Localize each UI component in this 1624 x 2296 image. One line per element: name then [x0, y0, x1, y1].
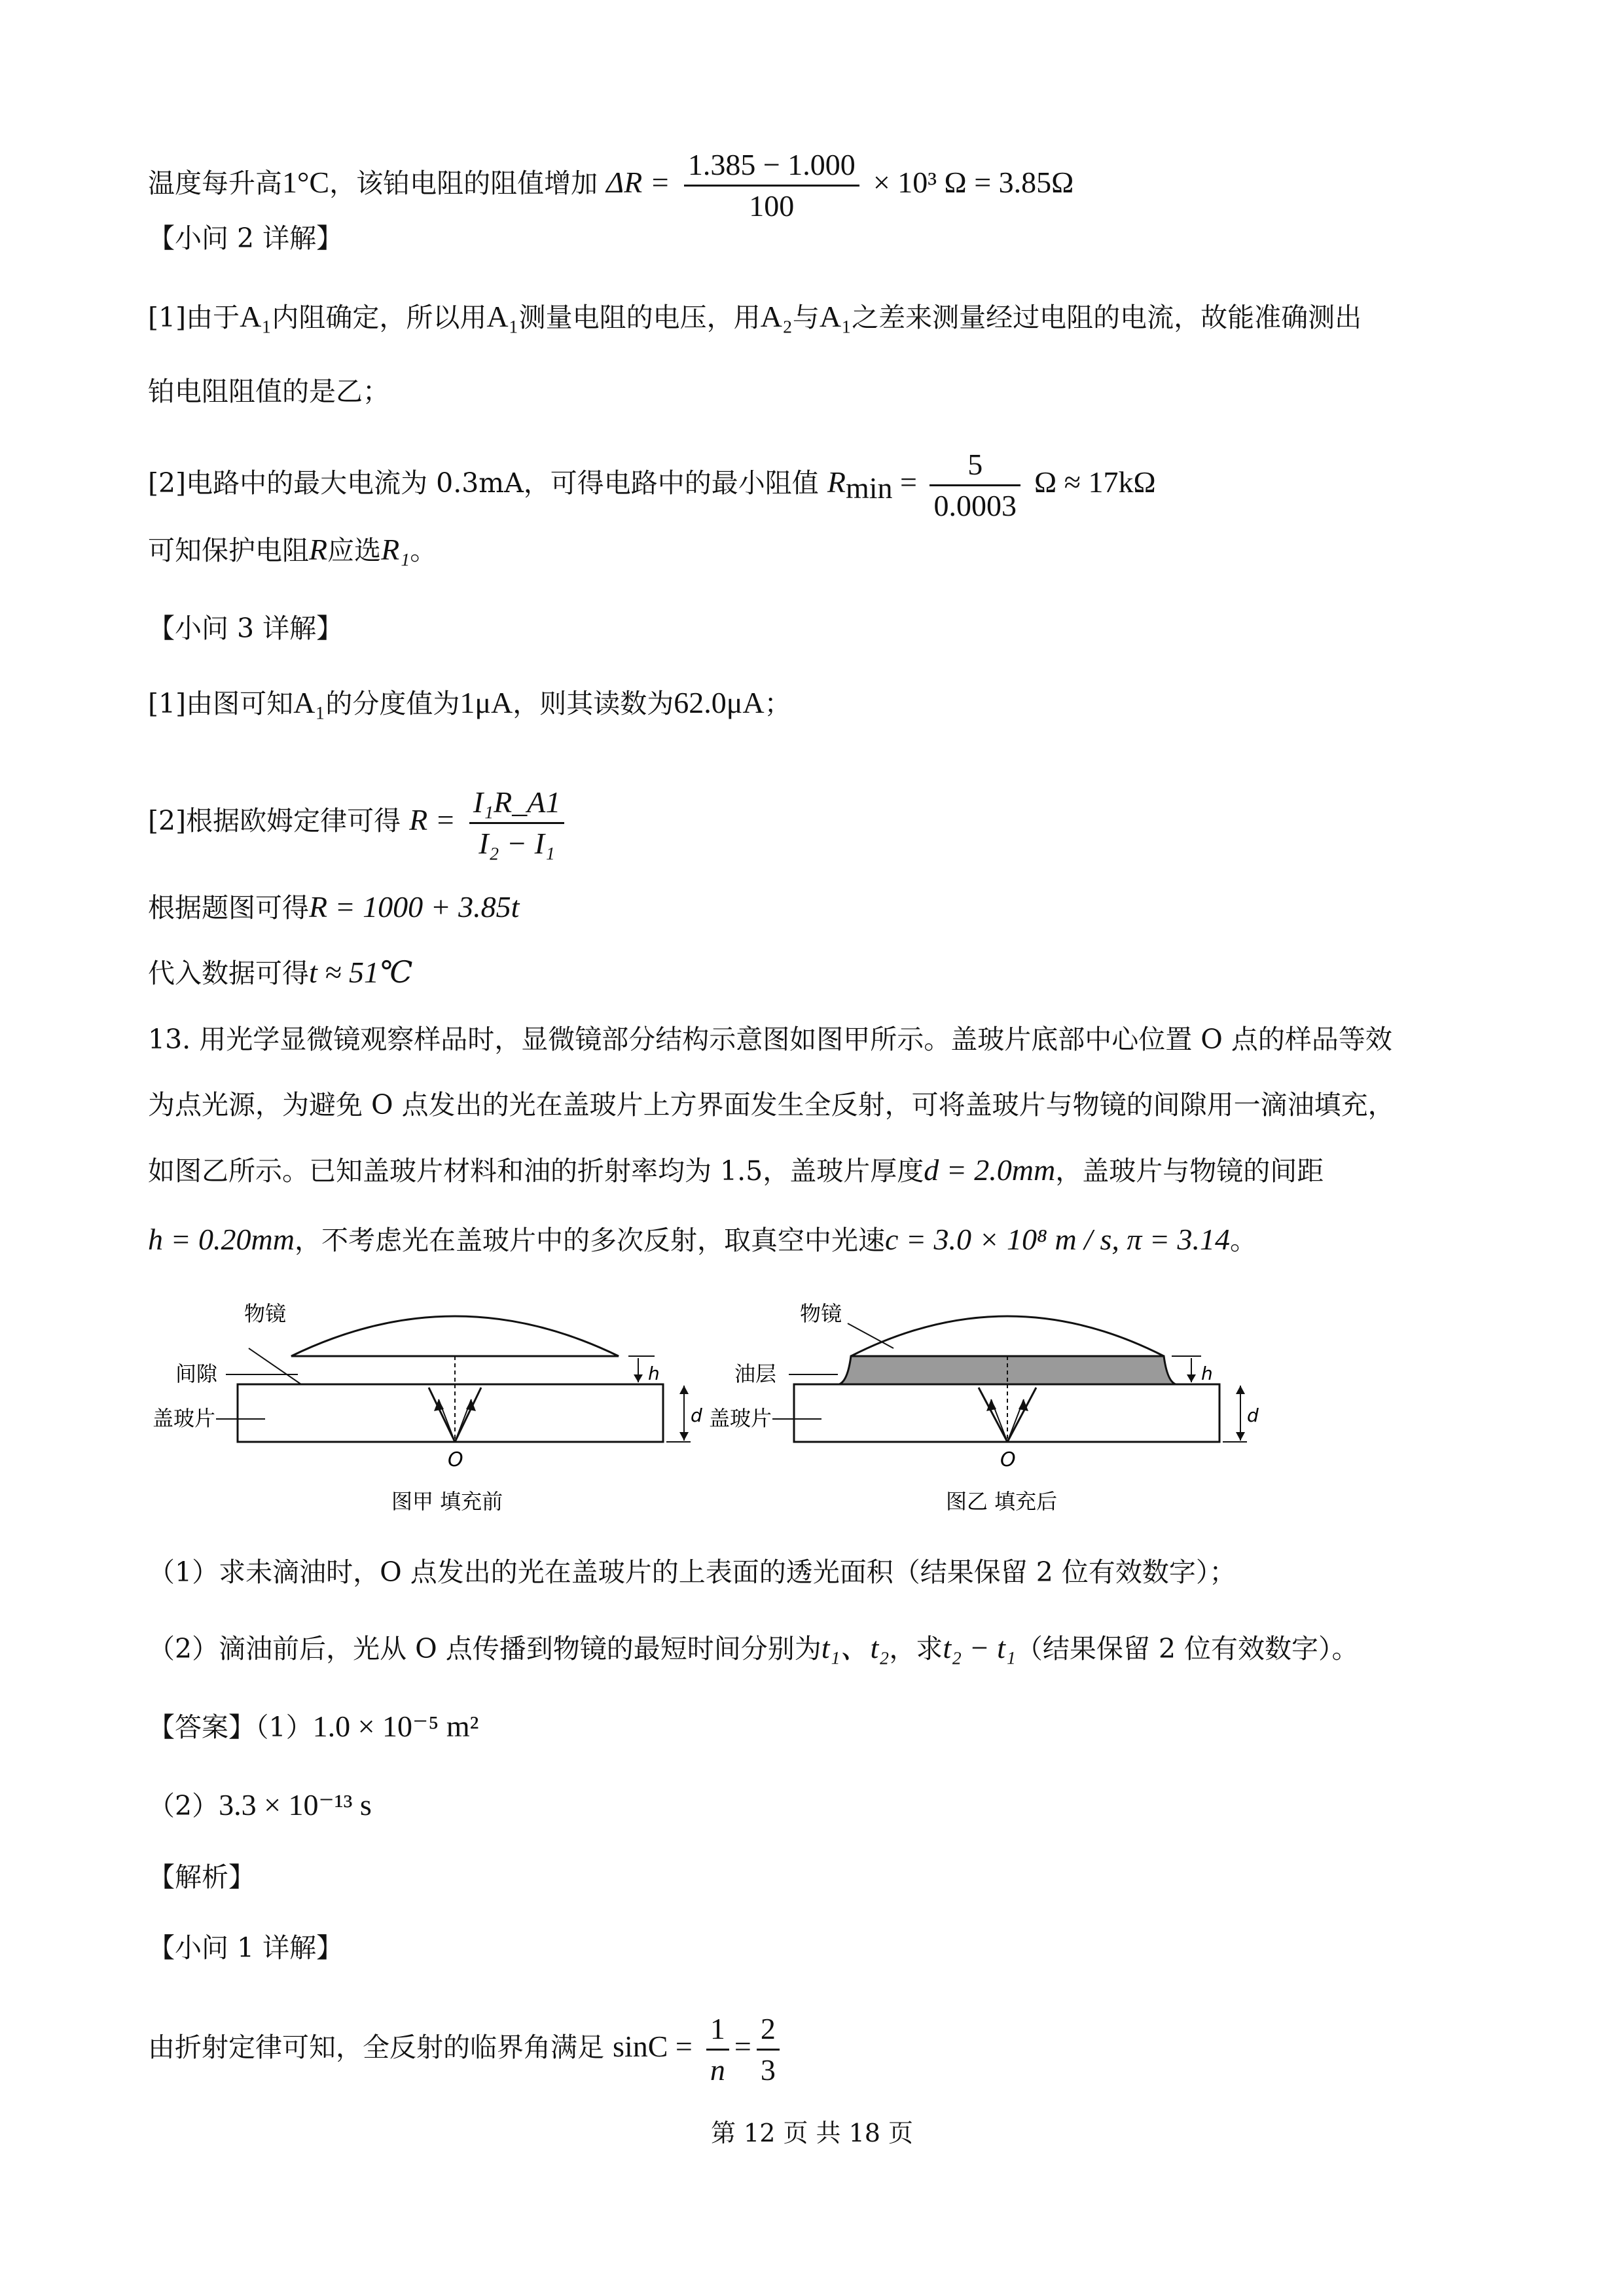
- objective-lens-right: [851, 1316, 1164, 1356]
- text: 测量电阻的电压，用: [518, 302, 761, 333]
- line-q3-4: [148, 954, 412, 992]
- denominator: n: [710, 2053, 725, 2087]
- label-h-left: h: [648, 1363, 660, 1384]
- math: =: [734, 2030, 751, 2063]
- symbol-a1: A₁: [819, 300, 852, 333]
- math: R: [827, 465, 846, 499]
- line-q2-2: [2]电路中的最大电流为 0.3mA，可得电路中的最小阻值 $R_{min}$ = $\frac{5}{0.0003}$ Ω ≈ 17kΩ: [148, 445, 1156, 526]
- math: 1°C: [282, 166, 330, 199]
- numerator: 1: [706, 2009, 729, 2051]
- label-d-left: d: [691, 1405, 702, 1426]
- text: （结果保留 2 位有效数字）。: [1015, 1633, 1359, 1664]
- label-objective-right: 物镜: [800, 1301, 842, 1326]
- text: ，盖玻片与物镜的间距: [1055, 1155, 1324, 1187]
- figure-right: [709, 1301, 1259, 1514]
- figure-left: [153, 1301, 702, 1514]
- label-o-right: O: [1000, 1448, 1016, 1471]
- denominator: 0.0003: [933, 489, 1017, 522]
- microscope-figure: [0, 1283, 1624, 1532]
- question-1: （1）求未滴油时，O 点发出的光在盖玻片的上表面的透光面积（结果保留 2 位有效数字）；: [148, 1556, 1236, 1588]
- line-q3-1: [148, 685, 791, 722]
- fraction: [684, 145, 859, 226]
- text: 温度每升高: [148, 168, 282, 199]
- symbol-a1: A₁: [293, 686, 326, 719]
- math: c = 3.0 × 10⁸ m / s, π = 3.14: [884, 1223, 1230, 1256]
- text: 如图乙所示。已知盖玻片材料和油的折射率均为 1.5，盖玻片厚度: [148, 1155, 924, 1187]
- label-cover-right: 盖玻片: [709, 1406, 772, 1431]
- label-h-right: h: [1201, 1363, 1213, 1384]
- text: 。: [410, 535, 437, 566]
- fraction: [706, 2009, 729, 2090]
- math: 3.3 × 10⁻¹³ s: [219, 1788, 372, 1821]
- page-footer: 第 12 页 共 18 页: [710, 2119, 914, 2147]
- line-q3-3: [148, 889, 519, 926]
- denominator: 100: [749, 189, 795, 223]
- caption-left: 图甲 填充前: [391, 1489, 503, 1514]
- line-q3-2: [148, 783, 569, 863]
- label-objective-left: 物镜: [244, 1301, 287, 1326]
- text: ，则其读数为: [513, 688, 674, 719]
- label-d-right: d: [1247, 1405, 1259, 1426]
- line-critical-angle: [148, 2009, 785, 2090]
- text: 可知保护电阻: [148, 535, 309, 566]
- text: 的分度值为: [325, 688, 460, 719]
- label-oil: 油层: [734, 1361, 777, 1386]
- text: 根据题图可得: [148, 892, 309, 924]
- math: × 10³ Ω = 3.85Ω: [873, 166, 1074, 199]
- text: [1]由图可知: [148, 688, 294, 719]
- text: ，求: [889, 1633, 943, 1664]
- math: R₁: [381, 533, 410, 566]
- fraction: [757, 2009, 780, 2090]
- math: 62.0μA: [674, 686, 765, 719]
- denominator: 3: [760, 2053, 776, 2087]
- text: （2）: [148, 1790, 219, 1821]
- answer-2: [148, 1787, 372, 1824]
- numerator: I₁R_A1: [469, 783, 565, 824]
- math: d = 2.0mm: [924, 1153, 1056, 1187]
- problem-13-line3: [148, 1152, 1324, 1189]
- text: 代入数据可得: [148, 958, 309, 989]
- math: 1μA: [460, 686, 513, 719]
- text: 。: [1229, 1225, 1257, 1256]
- subscript: min: [845, 471, 893, 505]
- objective-lens-left: [291, 1316, 619, 1356]
- label-cover-left: 盖玻片: [153, 1406, 216, 1431]
- math: Ω ≈ 17kΩ: [1034, 465, 1156, 499]
- line-q2-3: [148, 531, 437, 569]
- text: ，不考虑光在盖玻片中的多次反射，取真空中光速: [294, 1225, 885, 1256]
- heading-jiexi: 【解析】: [148, 1861, 255, 1893]
- math: t ≈ 51℃: [309, 956, 413, 989]
- text: ，该铂电阻的阻值增加: [329, 168, 598, 199]
- heading-q2: 【小问 2 详解】: [148, 223, 344, 254]
- math: ΔR =: [606, 166, 670, 199]
- text: [2]电路中的最大电流为 0.3mA，可得电路中的最小阻值: [148, 467, 819, 499]
- line-temp-coefficient: [148, 145, 1074, 226]
- symbol-a1: A₁: [486, 300, 519, 333]
- text: 【答案】（1）: [148, 1712, 313, 1743]
- math: R = 1000 + 3.85t: [309, 890, 520, 924]
- numerator: 5: [929, 445, 1020, 486]
- numerator: 2: [757, 2009, 780, 2051]
- label-gap: 间隙: [175, 1361, 218, 1386]
- text: ；: [764, 688, 791, 719]
- math: R: [309, 533, 328, 566]
- text: 应选: [327, 535, 382, 566]
- math: 1.0 × 10⁻⁵ m²: [312, 1710, 479, 1743]
- fraction: [469, 783, 565, 863]
- question-2: [148, 1630, 1359, 1667]
- problem-13-line4: [148, 1221, 1257, 1259]
- math: t₂ − t₁: [943, 1631, 1016, 1664]
- line-q2-1: [148, 298, 1362, 336]
- math: R =: [409, 803, 456, 836]
- problem-13-line1: 13. 用光学显微镜观察样品时，显微镜部分结构示意图如图甲所示。盖玻片底部中心位置 O 点的样品等效: [148, 1024, 1392, 1055]
- text: 内阻确定，所以用: [272, 302, 487, 333]
- heading-q3: 【小问 3 详解】: [148, 613, 344, 644]
- text: [1]由于: [148, 302, 240, 333]
- math: t₁、t₂: [821, 1631, 890, 1664]
- problem-13-line2: 为点光源，为避免 O 点发出的光在盖玻片上方界面发生全反射，可将盖玻片与物镜的间隙用一滴油填充，: [148, 1089, 1395, 1121]
- text: 之差来测量经过电阻的电流，故能准确测出: [852, 302, 1362, 333]
- caption-right: 图乙 填充后: [946, 1489, 1058, 1514]
- numerator: 1.385 − 1.000: [684, 145, 859, 187]
- symbol-a2: A₂: [760, 300, 793, 333]
- text: （2）滴油前后，光从 O 点传播到物镜的最短时间分别为: [148, 1633, 821, 1664]
- text: 与: [792, 302, 820, 333]
- line-q2-1b: 铂电阻阻值的是乙；: [148, 376, 389, 407]
- text: 由折射定律可知，全反射的临界角满足: [148, 2032, 604, 2063]
- heading-q1: 【小问 1 详解】: [148, 1932, 344, 1964]
- text: [2]根据欧姆定律可得: [148, 805, 401, 836]
- label-o-left: O: [448, 1448, 463, 1471]
- symbol-a1: A₁: [240, 300, 272, 333]
- math: h = 0.20mm: [148, 1223, 295, 1256]
- math: sinC =: [613, 2030, 693, 2063]
- denominator: I₂ − I₁: [478, 827, 555, 860]
- answer-1: [148, 1708, 478, 1746]
- fraction: [929, 445, 1020, 526]
